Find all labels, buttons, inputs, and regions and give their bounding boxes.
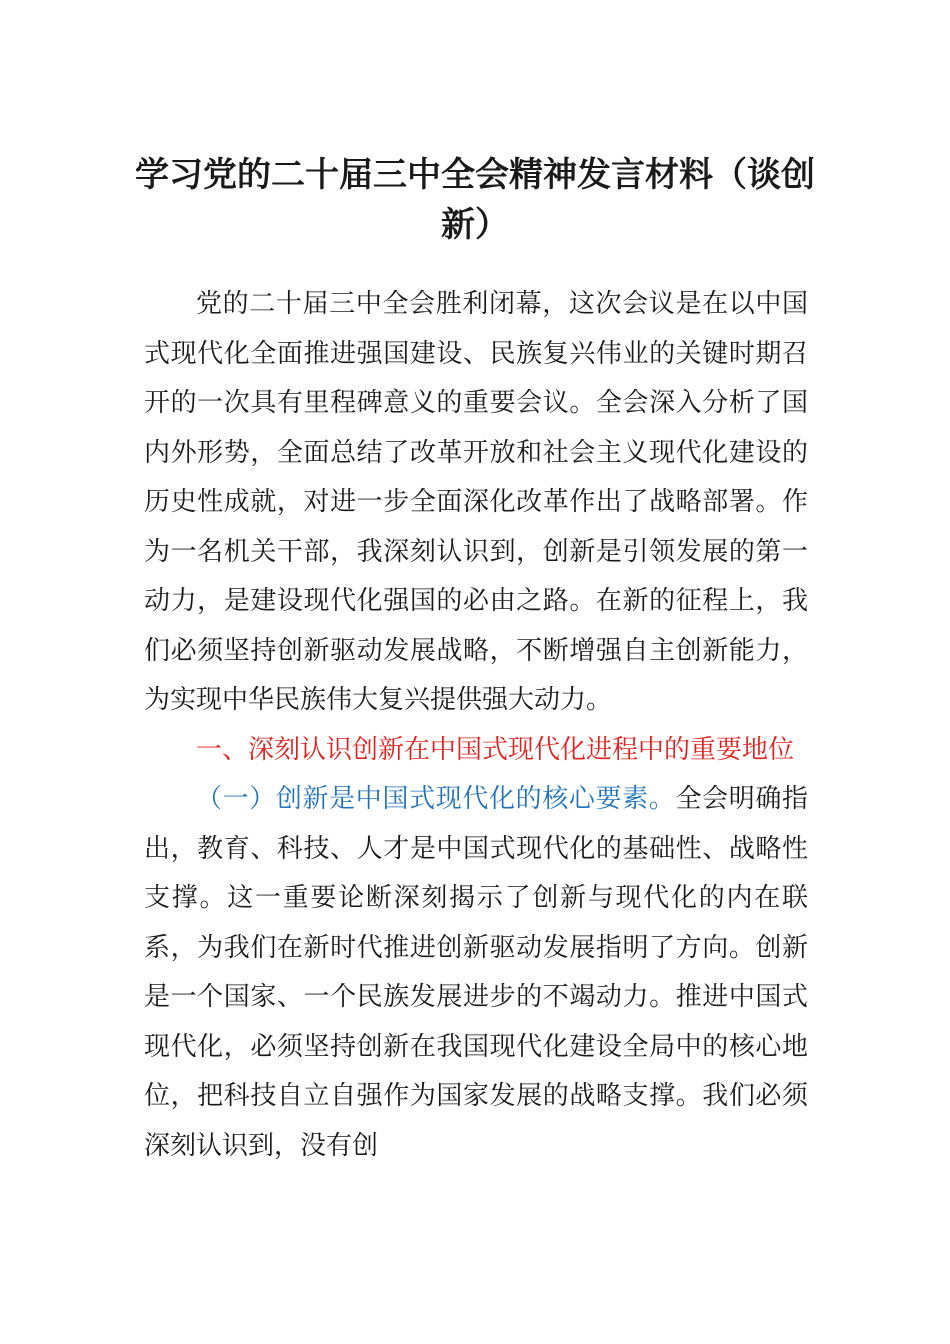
document-body (144, 280, 808, 1171)
section-heading: 一、深刻认识创新在中国式现代化进程中的重要地位 (196, 734, 795, 765)
intro-paragraph: 党的二十届三中全会胜利闭幕，这次会议是在以中国式现代化全面推进强国建设、民族复兴伟业的关键时期召开的一次具有里程碑意义的重要会议。全会深入分析了国内外形势，全面总结了改革开放和社会主义现代化建设的历史性成就，对进一步全面深化改革作出了战略部署。作为一名机关干部，我深刻认识到，创新是引领发展的第一动力，是建设现代化强国的必由之路。在新的征程上，我们必须坚持创新驱动发展战略，不断增强自主创新能力，为实现中华民族伟大复兴提供强大动力。 (144, 289, 808, 715)
document-title: 学习党的二十届三中全会精神发言材料（谈创新） (135, 155, 815, 245)
subsection-paragraph (144, 775, 808, 1171)
subsection-heading: （一）创新是中国式现代化的核心要素。 (196, 784, 676, 814)
subsection-body: 全会明确指出，教育、科技、人才是中国式现代化的基础性、战略性支撑。这一重要论断深刻揭示了创新与现代化的内在联系，为我们在新时代推进创新驱动发展指明了方向。创新是一个国家、一个民族发展进步的不竭动力。推进中国式现代化，必须坚持创新在我国现代化建设全局中的核心地位，把科技自立自强作为国家发展的战略支撑。我们必须深刻认识到，没有创 (144, 784, 808, 1161)
